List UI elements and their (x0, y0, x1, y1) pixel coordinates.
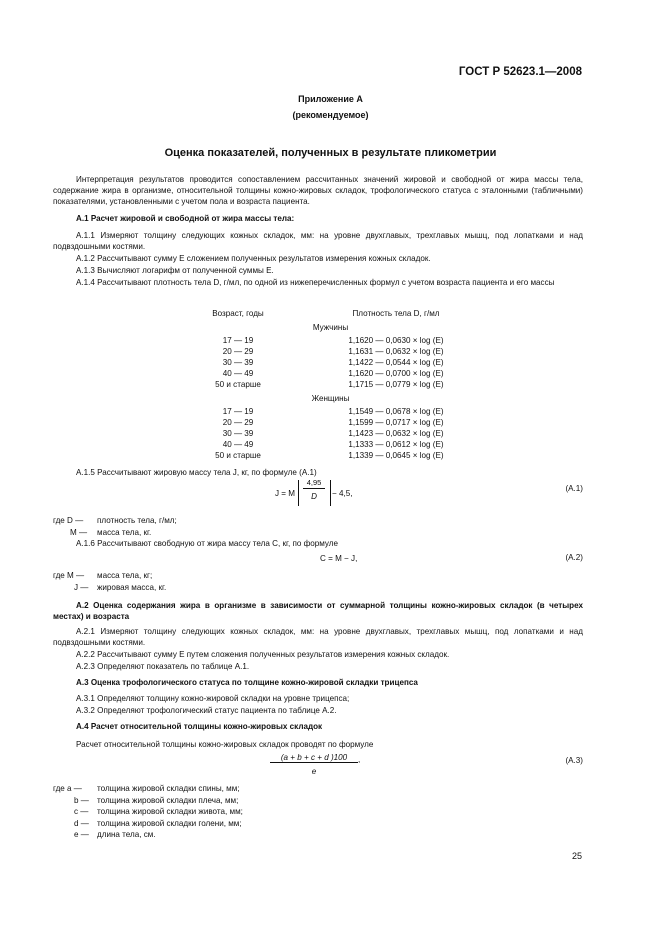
a32-paragraph: А.3.2 Определяют трофологический статус пациента по таблице А.2. (76, 706, 337, 715)
equation-number-a3: (А.3) (565, 756, 583, 765)
standard-number: ГОСТ Р 52623.1—2008 (458, 66, 582, 78)
men-label: Мужчины (312, 323, 349, 332)
a15-paragraph: А.1.5 Рассчитывают жировую массу тела J, кг, по формуле (А.1) (76, 468, 317, 477)
appendix-title: Оценка показателей, полученных в результате пликометрии (164, 147, 497, 159)
where-symbol: где a — (53, 784, 82, 793)
a12-paragraph (76, 253, 431, 264)
table-row-formula: 1,1549 — 0,0678 × log (E) (348, 407, 444, 416)
where-description: толщина жировой складки голени, мм; (97, 819, 242, 828)
section-a2-heading: А.2 Оценка содержания жира в организме в зависимости от суммарной толщины кожно-жировых складок (в четырех местах) и возраста (53, 601, 583, 621)
where-symbol: b — (74, 796, 89, 805)
table-row-formula: 1,1620 — 0,0630 × log (E) (348, 336, 444, 345)
a14-paragraph: А.1.4 Рассчитывают плотность тела D, г/мл, по одной из нижеперечисленных формул с учетом возраста пациента и его массы (76, 278, 555, 287)
where-symbol: J — (74, 583, 89, 592)
a21-paragraph: А.2.1 Измеряют толщину следующих кожных складок, мм: на уровне двухглавых, трехглавых мышц, под лопатками и над подвздошными костями. (53, 627, 583, 647)
a23-paragraph: А.2.3 Определяют показатель по таблице А.1. (76, 662, 250, 671)
where-symbol: где D — (53, 516, 84, 525)
a13-paragraph: А.1.3 Вычисляют логарифм от полученной суммы E. (76, 266, 274, 275)
where-symbol: M — (70, 528, 88, 537)
formula-a1-den-text: D (311, 492, 317, 501)
where-description: толщина жировой складки живота, мм; (97, 807, 243, 816)
where-description: толщина жировой складки спины, мм; (97, 784, 240, 793)
page-number: 25 (571, 851, 582, 861)
table-row-formula: 1,1333 — 0,0612 × log (E) (348, 440, 444, 449)
where-description: масса тела, кг; (97, 571, 153, 580)
a12-text: А.1.2 Рассчитывают сумму E сложением полученных результатов измерения кожных складок. (76, 254, 431, 263)
appendix-status: (рекомендуемое) (292, 110, 369, 120)
table-row-formula: 1,1339 — 0,0645 × log (E) (348, 451, 444, 460)
equation-number-a2: (А.2) (565, 553, 583, 562)
section-a4-heading: А.4 Расчет относительной толщины кожно-жировых складок (76, 722, 323, 731)
table-row-formula: 1,1715 — 0,0779 × log (E) (348, 380, 444, 389)
table-row-formula: 1,1423 — 0,0632 × log (E) (348, 429, 444, 438)
table-row-age: 30 — 39 (222, 358, 254, 367)
table-row-age: 20 — 29 (222, 418, 254, 427)
a22-paragraph: А.2.2 Рассчитывают сумму E путем сложения полученных результатов измерения кожных складок. (76, 650, 450, 659)
table-row-formula: 1,1422 — 0,0544 × log (E) (348, 358, 444, 367)
table-row-age: 50 и старше (215, 380, 261, 389)
where-symbol: d — (74, 819, 89, 828)
where-description: масса тела, кг. (97, 528, 152, 537)
formula-a1-right: − 4,5, (332, 489, 353, 498)
formula-a3-numerator: (a + b + c + d )100 (270, 753, 358, 763)
where-symbol: где M — (53, 571, 85, 580)
intro-paragraph: Интерпретация результатов проводится сопоставлением рассчитанных значений жировой и свободной от жира массы тела, содержание жира в организме, относительной толщины кожно-жировых складок, трофологического статуса с эталонными (табличными) показателями, установленными с учетом пола и возраста пациента. (53, 175, 583, 206)
table-header-density: Плотность тела D, г/мл (352, 309, 440, 318)
formula-a3-denominator: e (311, 767, 317, 776)
where-symbol: c — (74, 807, 89, 816)
formula-a2: C = M − J, (320, 554, 358, 563)
formula-a1-numerator: 4,95 (303, 478, 325, 489)
where-symbol: e — (74, 830, 89, 839)
where-description: длина тела, см. (97, 830, 156, 839)
where-description: жировая масса, кг. (97, 583, 167, 592)
table-row-formula: 1,1631 — 0,0632 × log (E) (348, 347, 444, 356)
formula-a1-left: J = M (275, 489, 296, 498)
table-row-age: 17 — 19 (222, 336, 254, 345)
table-row-age: 40 — 49 (222, 369, 254, 378)
table-row-age: 40 — 49 (222, 440, 254, 449)
a11-paragraph: А.1.1 Измеряют толщину следующих кожных складок, мм: на уровне двухглавых, трехглавых мышц, под лопатками и над подвздошными костями. (53, 231, 583, 251)
a16-paragraph: А.1.6 Рассчитывают свободную от жира массу тела C, кг, по формуле (76, 539, 339, 548)
formula-a1-brackets (298, 480, 331, 506)
women-label: Женщины (311, 394, 350, 403)
formula-a3-comma: , (358, 755, 361, 764)
where-description: плотность тела, г/мл; (97, 516, 177, 525)
equation-number-a1: (А.1) (565, 484, 583, 493)
a4-paragraph: Расчет относительной толщины кожно-жировых складок проводят по формуле (76, 740, 374, 749)
table-row-age: 30 — 39 (222, 429, 254, 438)
where-description: толщина жировой складки плеча, мм; (97, 796, 239, 805)
section-a3-heading: А.3 Оценка трофологического статуса по толщине кожно-жировой складки трицепса (76, 678, 418, 687)
table-row-formula: 1,1599 — 0,0717 × log (E) (348, 418, 444, 427)
table-header-age: Возраст, годы (212, 309, 264, 318)
section-a1-heading: А.1 Расчет жировой и свободной от жира массы тела: (76, 214, 295, 223)
a31-paragraph: А.3.1 Определяют толщину кожно-жировой складки на уровне трицепса; (76, 694, 350, 703)
table-row-age: 17 — 19 (222, 407, 254, 416)
table-row-age: 20 — 29 (222, 347, 254, 356)
table-row-age: 50 и старше (215, 451, 261, 460)
table-row-formula: 1,1620 — 0,0700 × log (E) (348, 369, 444, 378)
appendix-label: Приложение А (298, 94, 363, 104)
